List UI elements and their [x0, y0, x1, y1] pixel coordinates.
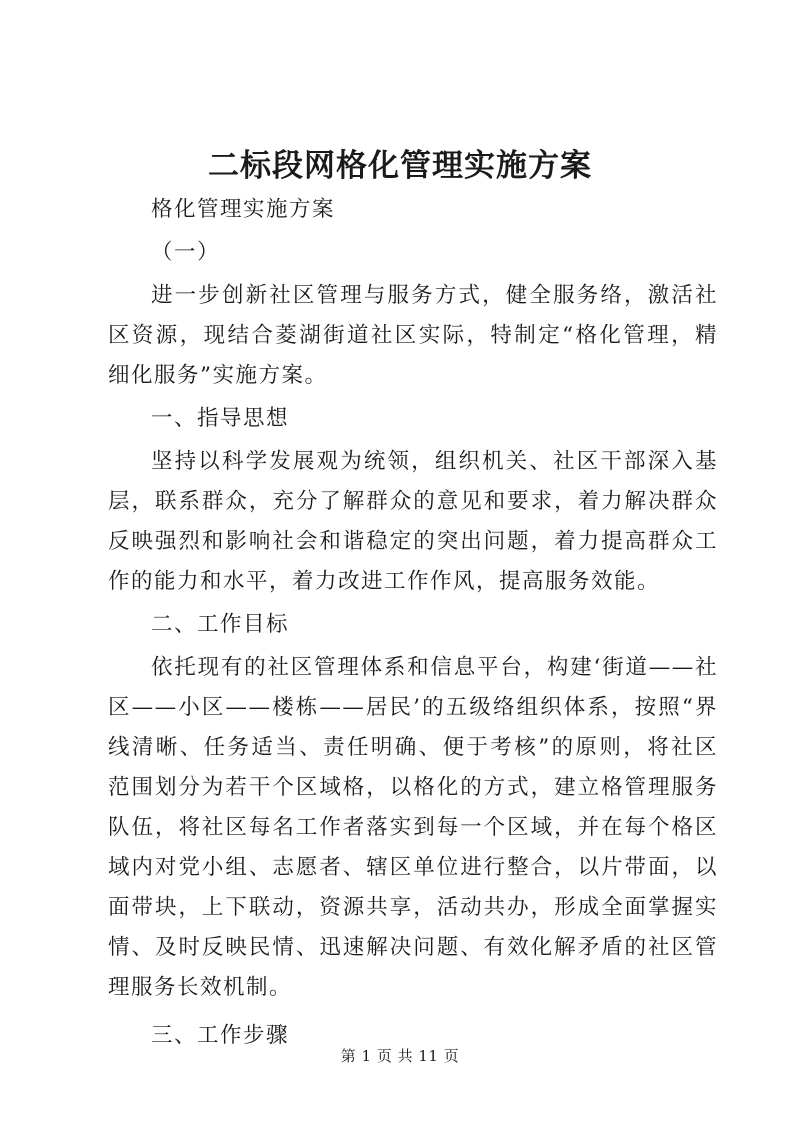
- document-body: [108, 190, 718, 1056]
- page-number-footer: 第 1 页 共 11 页: [340, 1047, 460, 1065]
- heading-work-steps: 三、工作步骤: [151, 1023, 290, 1048]
- paragraph-guiding-ideology: 坚持以科学发展观为统领，组织机关、社区干部深入基层，联系群众，充分了解群众的意见和要求，着力解决群众反映强烈和影响社会和谐稳定的突出问题，着力提高群众工作的能力和水平，着力改进工作作风，提高服务效能。: [108, 449, 718, 594]
- document-subtitle: 格化管理实施方案: [151, 197, 336, 222]
- heading-work-goals: 二、工作目标: [151, 612, 290, 637]
- page-title: 二标段网格化管理实施方案: [208, 148, 592, 184]
- paragraph-work-goals: 依托现有的社区管理体系和信息平台，构建‘街道——社区——小区——楼栋——居民’的五级络组织体系，按照“界线清晰、任务适当、责任明确、便于考核”的原则，将社区范围划分为若干个区域格，以格化的方式，建立格管理服务队伍，将社区每名工作者落实到每一个区域，并在每个格区域内对党小组、志愿者、辖区单位进行整合，以片带面，以面带块，上下联动，资源共享，活动共办，形成全面掌握实情、及时反映民情、迅速解决问题、有效化解矛盾的社区管理服务长效机制。: [108, 655, 718, 1000]
- intro-paragraph: 进一步创新社区管理与服务方式，健全服务络，激活社区资源，现结合菱湖街道社区实际，特制定“格化管理，精细化服务”实施方案。: [108, 283, 718, 388]
- section-marker: （一）: [151, 240, 221, 265]
- heading-guiding-ideology: 一、指导思想: [151, 406, 290, 431]
